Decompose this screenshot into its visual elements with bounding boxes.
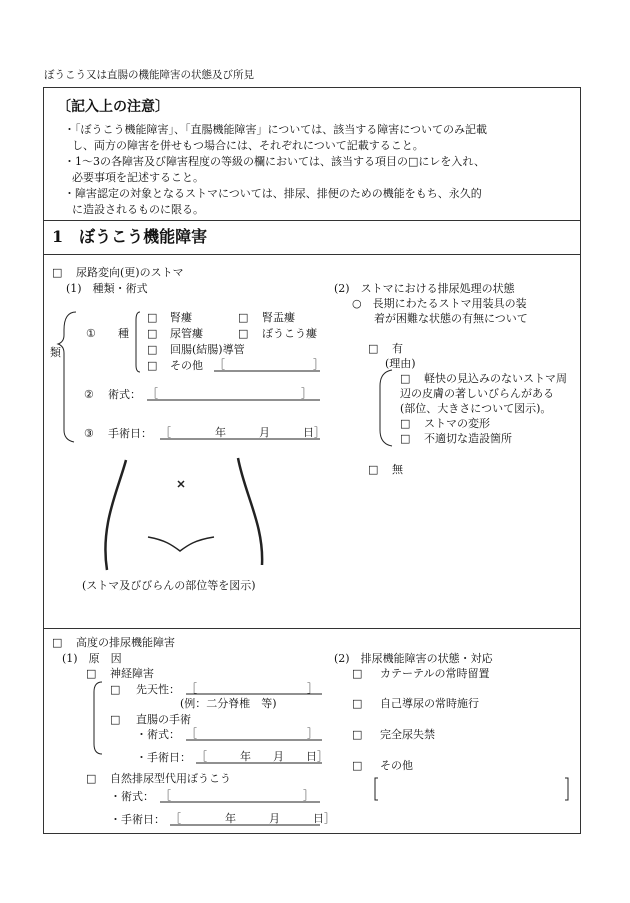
reason-checkbox[interactable]: □ bbox=[400, 372, 411, 385]
shujutsubi-label: 手術日： bbox=[108, 427, 152, 440]
option-label: 自己導尿の常時施行 bbox=[380, 697, 479, 710]
stoma-title: 尿路変向(更)のストマ bbox=[76, 266, 184, 279]
section1-heading: 1 ぼうこう機能障害 bbox=[52, 227, 208, 246]
option-label: その他 bbox=[380, 759, 413, 772]
reason-text: 軽快の見込みのないストマ周 bbox=[424, 372, 567, 385]
cause-heading: (1) 原 因 bbox=[62, 652, 122, 665]
note-line: ・障害認定の対象となるストマについては、排尿、排便のための機能をもち、永久的 bbox=[64, 187, 482, 200]
chokucho-jutsushiki-label: ・術式： bbox=[136, 728, 180, 741]
type-label: その他 bbox=[170, 359, 203, 372]
stoma-mark bbox=[178, 481, 184, 487]
type-checkbox[interactable]: □ bbox=[147, 359, 158, 372]
shujutsubi-number: ③ bbox=[84, 427, 94, 440]
note-line: し、両方の障害を併せもつ場合には、それぞれについて記載すること。 bbox=[72, 139, 424, 152]
option-checkbox[interactable]: □ bbox=[352, 728, 363, 741]
shinkei-label: 神経障害 bbox=[110, 667, 154, 680]
option-checkbox[interactable]: □ bbox=[352, 759, 363, 772]
body-groin bbox=[148, 537, 214, 551]
figure-caption: (ストマ及びびらんの部位等を図示) bbox=[82, 579, 256, 592]
option-checkbox[interactable]: □ bbox=[352, 697, 363, 710]
question-line: ○ 長期にわたるストマ用装具の装 bbox=[352, 297, 527, 310]
option-checkbox[interactable]: □ bbox=[352, 667, 363, 680]
shinkei-checkbox[interactable]: □ bbox=[86, 667, 97, 680]
shizen-date-label: ・手術日： bbox=[110, 813, 165, 826]
chokucho-date-label: ・手術日： bbox=[136, 751, 191, 764]
shizen-checkbox[interactable]: □ bbox=[86, 772, 97, 785]
cause-brace bbox=[94, 682, 102, 754]
type-subheading: (1) 種類・術式 bbox=[66, 282, 148, 295]
chokucho-jutsushiki-field[interactable]: ［ ］ bbox=[186, 727, 318, 740]
nashi-checkbox[interactable]: □ bbox=[368, 463, 379, 476]
jutsushiki-field[interactable]: ［ ］ bbox=[147, 387, 312, 400]
option-label: 完全尿失禁 bbox=[380, 728, 435, 741]
shu-label: 種 bbox=[118, 327, 129, 340]
jutsushiki-label: 術式： bbox=[108, 388, 141, 401]
type-checkbox[interactable]: □ bbox=[147, 343, 158, 356]
reason-text: ストマの変形 bbox=[424, 417, 490, 430]
note-line: ・「ぼうこう機能障害」、「直腸機能障害」については、該当する障害についてのみ記載 bbox=[64, 123, 488, 136]
reason-heading: (理由) bbox=[385, 357, 416, 370]
type-checkbox[interactable]: □ bbox=[238, 311, 249, 324]
document-title: ぼうこう又は直腸の機能障害の状態及び所見 bbox=[44, 69, 254, 81]
section2-checkbox[interactable]: □ bbox=[52, 636, 63, 649]
rui-label: 類 bbox=[50, 346, 61, 359]
section2-title: 高度の排尿機能障害 bbox=[76, 636, 175, 649]
sentensei-checkbox[interactable]: □ bbox=[110, 683, 121, 696]
stoma-checkbox[interactable]: □ bbox=[52, 266, 63, 279]
shu-number: ① bbox=[86, 327, 96, 340]
reason-text: (部位、大きさについて図示)。 bbox=[400, 402, 552, 415]
type-checkbox[interactable]: □ bbox=[147, 311, 158, 324]
type-label: 腎盂瘻 bbox=[262, 311, 295, 324]
note-line: ・1～3の各障害及び障害程度の等級の欄においては、該当する項目の□にレを入れ、 bbox=[64, 155, 486, 168]
note-line: に造設されるものに限る。 bbox=[72, 203, 204, 216]
chokucho-checkbox[interactable]: □ bbox=[110, 713, 121, 726]
body-outline-right bbox=[238, 458, 262, 565]
type-label: 尿管瘻 bbox=[170, 327, 203, 340]
option-label: カテーテルの常時留置 bbox=[380, 667, 490, 680]
type-label: 腎瘻 bbox=[170, 311, 192, 324]
ari-label: 有 bbox=[392, 342, 403, 355]
notes-heading: 〔記入上の注意〕 bbox=[57, 99, 169, 115]
sentensei-example: (例：二分脊椎 等) bbox=[180, 697, 277, 710]
body-outline-left bbox=[105, 460, 126, 570]
jutsushiki-number: ② bbox=[84, 388, 94, 401]
chokucho-date-field[interactable]: ［ 年 月 日］ bbox=[196, 750, 328, 763]
reason-brace bbox=[380, 370, 392, 446]
shizen-jutsushiki-field[interactable]: ［ ］ bbox=[160, 789, 314, 802]
reason-text: 辺の皮膚の著しいびらんがある bbox=[400, 387, 554, 400]
state-title: (2) 排尿機能障害の状態・対応 bbox=[334, 652, 493, 665]
type-label: 回腸(結腸)導管 bbox=[170, 343, 245, 356]
other-bracket-left bbox=[375, 778, 378, 800]
question-line: 着が困難な状態の有無について bbox=[374, 312, 528, 325]
type-checkbox[interactable]: □ bbox=[238, 327, 249, 340]
reason-text: 不適切な造設箇所 bbox=[424, 432, 512, 445]
sentensei-label: 先天性： bbox=[136, 683, 180, 696]
other-bracket-right bbox=[565, 778, 568, 800]
reason-checkbox[interactable]: □ bbox=[400, 432, 411, 445]
type-label: ぼうこう瘻 bbox=[262, 327, 317, 340]
surgery-date-field[interactable]: ［ 年 月 日］ bbox=[160, 426, 325, 439]
shizen-date-field[interactable]: ［ 年 月 日］ bbox=[170, 812, 335, 825]
nashi-label: 無 bbox=[392, 463, 403, 476]
other-type-field[interactable]: ［ ］ bbox=[214, 358, 324, 371]
shizen-label: 自然排尿型代用ぼうこう bbox=[110, 772, 231, 785]
type-brace bbox=[58, 312, 76, 442]
shizen-jutsushiki-label: ・術式： bbox=[110, 790, 154, 803]
sentensei-field[interactable]: ［ ］ bbox=[186, 682, 318, 695]
ari-checkbox[interactable]: □ bbox=[368, 342, 379, 355]
type-checkbox[interactable]: □ bbox=[147, 327, 158, 340]
stoma-state-title: (2) ストマにおける排尿処理の状態 bbox=[334, 282, 515, 295]
type-list-brace bbox=[136, 312, 140, 372]
chokucho-label: 直腸の手術 bbox=[136, 713, 191, 726]
reason-checkbox[interactable]: □ bbox=[400, 417, 411, 430]
note-line: 必要事項を記述すること。 bbox=[72, 171, 204, 184]
